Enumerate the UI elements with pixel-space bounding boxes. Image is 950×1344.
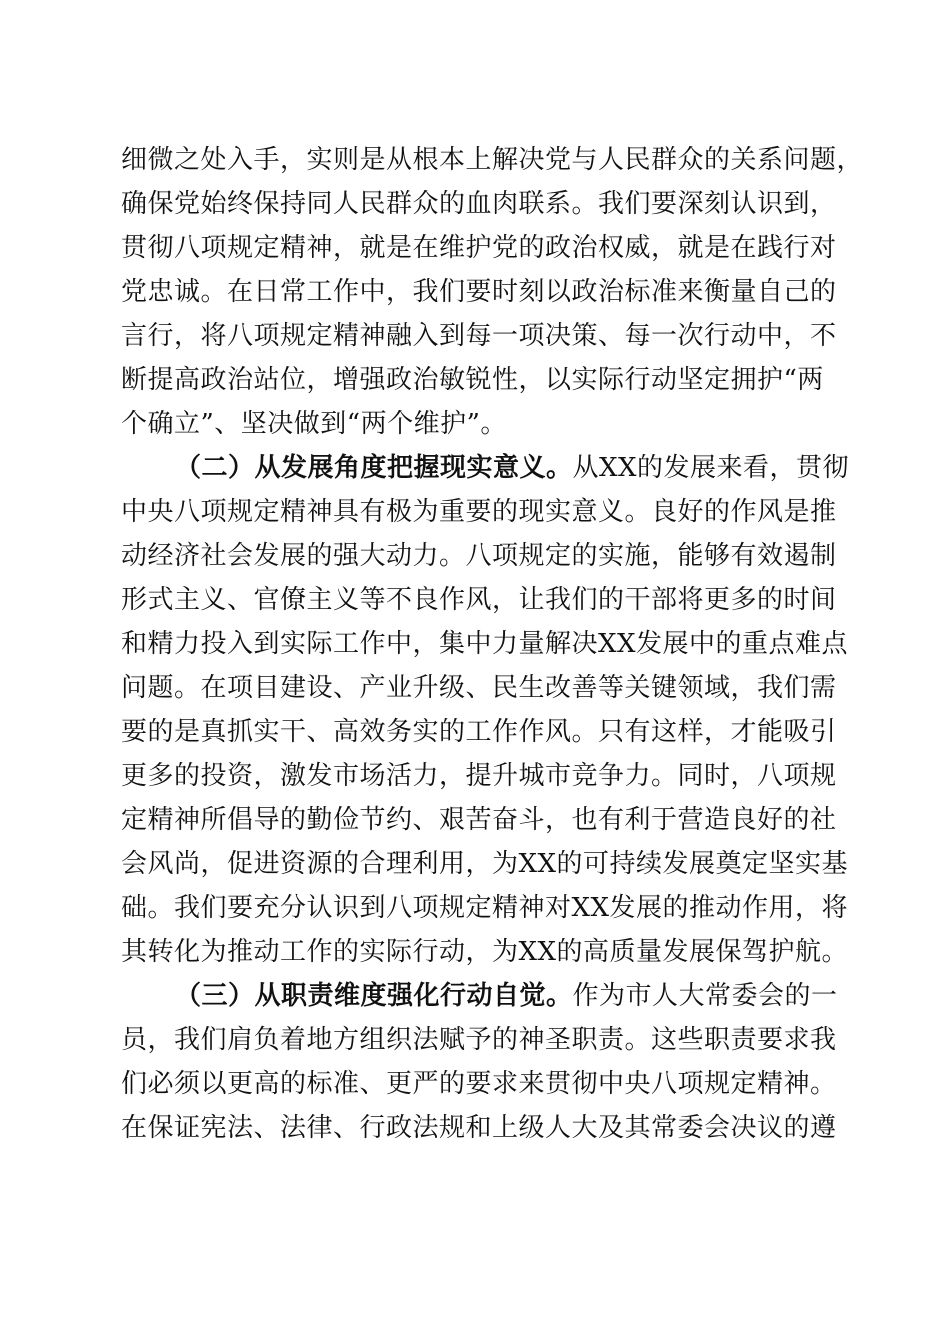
paragraph-development-significance — [121, 446, 850, 974]
paragraph-political-significance — [121, 138, 864, 446]
text-run: 作为市人大常委会的一 — [572, 981, 838, 1011]
text-line: 更多的投资，激发市场活力，提升城市竞争力。同时，八项规 — [121, 761, 837, 791]
text-line: 细微之处入手，实则是从根本上解决党与人民群众的关系问题， — [121, 145, 864, 175]
section-heading: （三）从职责维度强化行动自觉。 — [175, 981, 573, 1011]
text-line: 们必须以更高的标准、更严的要求来贯彻中央八项规定精神。 — [121, 1069, 837, 1099]
document-body — [121, 138, 864, 1150]
paragraph-duty-awareness — [121, 974, 838, 1150]
text-line: 个确立”、坚决做到“两个维护”。 — [121, 409, 507, 439]
text-line: 和精力投入到实际工作中，集中力量解决XX发展中的重点难点 — [121, 629, 849, 659]
text-line: 其转化为推动工作的实际行动，为XX的高质量发展保驾护航。 — [121, 937, 849, 967]
text-line: 问题。在项目建设、产业升级、民生改善等关键领域，我们需 — [121, 673, 837, 703]
text-run: 从XX的发展来看，贯彻 — [572, 453, 850, 483]
text-line: 动经济社会发展的强大动力。八项规定的实施，能够有效遏制 — [121, 541, 837, 571]
text-line: 党忠诚。在日常工作中，我们要时刻以政治标准来衡量自己的 — [121, 277, 837, 307]
paragraph-first-line — [121, 974, 838, 1018]
text-line: 础。我们要充分认识到八项规定精神对XX发展的推动作用，将 — [121, 893, 849, 923]
text-line: 形式主义、官僚主义等不良作风，让我们的干部将更多的时间 — [121, 585, 837, 615]
text-line: 贯彻八项规定精神，就是在维护党的政治权威，就是在践行对 — [121, 233, 837, 263]
section-heading: （二）从发展角度把握现实意义。 — [175, 453, 573, 483]
text-line: 中央八项规定精神具有极为重要的现实意义。良好的作风是推 — [121, 497, 837, 527]
text-line: 确保党始终保持同人民群众的血肉联系。我们要深刻认识到， — [121, 189, 837, 219]
text-line: 在保证宪法、法律、行政法规和上级人大及其常委会决议的遵 — [121, 1113, 837, 1143]
text-line: 断提高政治站位，增强政治敏锐性，以实际行动坚定拥护“两 — [121, 365, 824, 395]
text-line: 员，我们肩负着地方组织法赋予的神圣职责。这些职责要求我 — [121, 1025, 837, 1055]
text-line: 要的是真抓实干、高效务实的工作作风。只有这样，才能吸引 — [121, 717, 837, 747]
paragraph-first-line — [121, 446, 850, 490]
text-line: 会风尚，促进资源的合理利用，为XX的可持续发展奠定坚实基 — [121, 849, 849, 879]
text-line: 言行，将八项规定精神融入到每一项决策、每一次行动中，不 — [121, 321, 837, 351]
text-line: 定精神所倡导的勤俭节约、艰苦奋斗，也有利于营造良好的社 — [121, 805, 837, 835]
